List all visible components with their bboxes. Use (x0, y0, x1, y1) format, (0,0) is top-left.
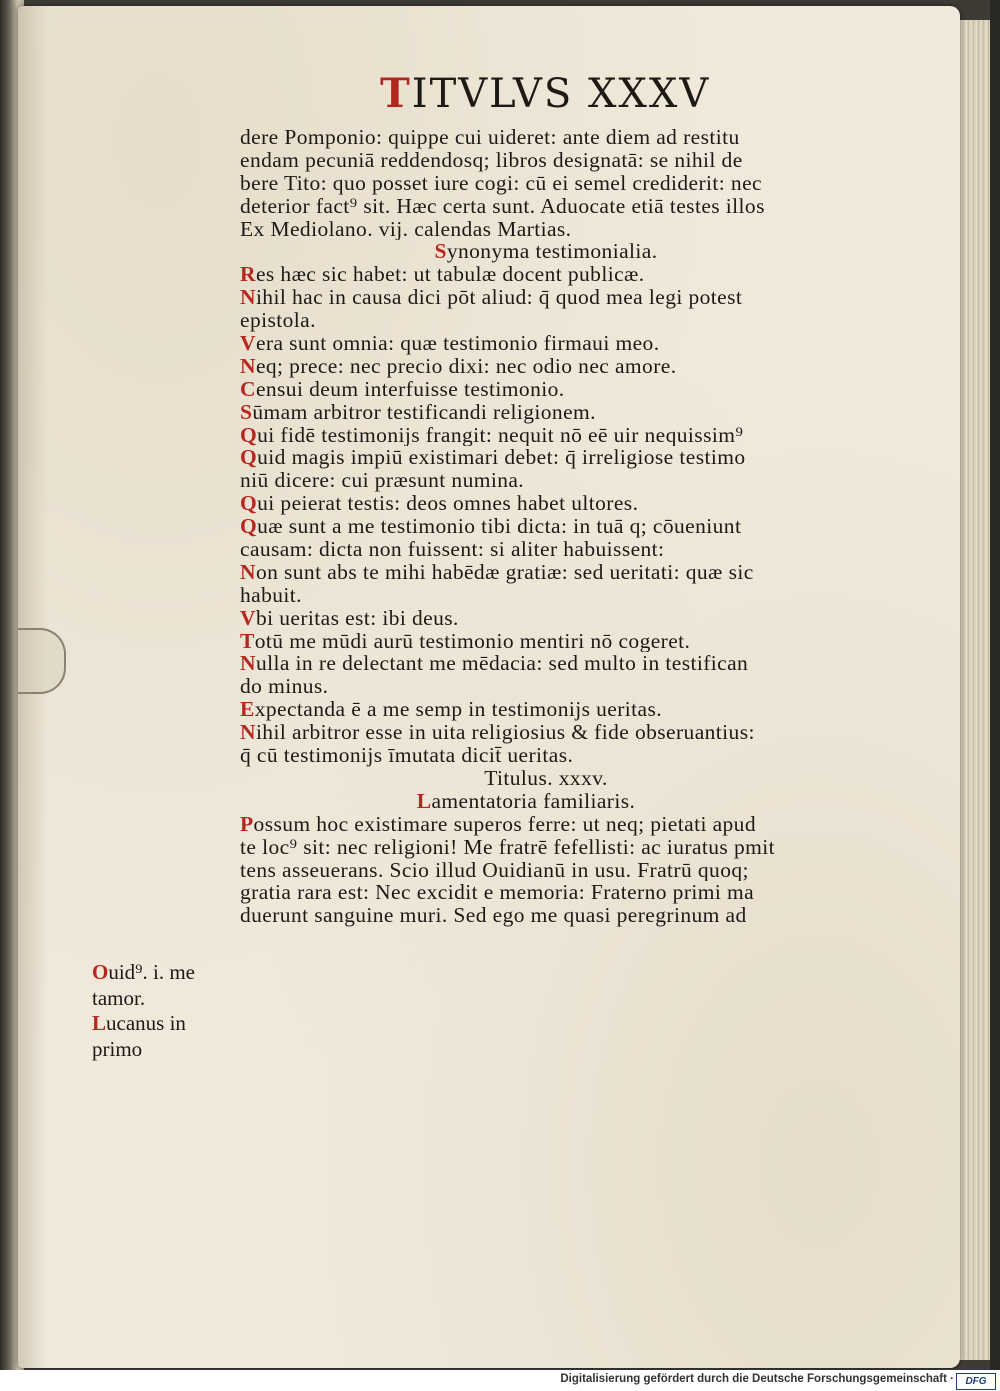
margin-note-line (92, 1011, 232, 1037)
rubricated-initial: P (240, 812, 254, 836)
text-line (240, 126, 852, 149)
rubricated-initial: L (92, 1011, 107, 1035)
margin-note-text: tamor. (92, 985, 146, 1010)
rubricated-initial: Q (240, 423, 258, 447)
line-text: ulla in re delectant me mēdacia: sed multo in testifican (255, 652, 749, 676)
text-line (240, 652, 852, 675)
line-text: xpectanda ē a me semp in testimonijs ueritas. (254, 698, 663, 722)
text-line (240, 744, 852, 767)
line-text: ui fidē testimonijs frangit: nequit nō eē uir nequissim⁹ (257, 423, 744, 447)
line-text: Ex Mediolano. vij. calendas Martias. (240, 217, 572, 241)
rubricated-initial: C (240, 377, 256, 401)
text-line (240, 904, 852, 927)
margin-note-text: ucanus in (106, 1011, 186, 1035)
line-text: ihil hac in causa dici pōt aliud: q̄ quod mea legi potest (255, 286, 743, 310)
line-text: causam: dicta non fuissent: si aliter habuissent: (240, 538, 665, 561)
text-line (240, 836, 852, 859)
text-line (240, 332, 852, 355)
line-text: dere Pomponio: quippe cui uideret: ante diem ad restitu (240, 126, 740, 149)
line-text: bi ueritas est: ibi deus. (255, 606, 459, 630)
line-text: ossum hoc existimare superos ferre: ut neq; pietati apud (253, 812, 756, 836)
running-title-initial: T (380, 70, 412, 117)
rubricated-initial: S (434, 240, 447, 264)
line-text: es hæc sic habet: ut tabulæ docent publicæ. (255, 263, 645, 287)
text-line (240, 767, 852, 790)
rubricated-initial: N (240, 652, 256, 676)
text-line (240, 675, 852, 698)
text-line (240, 309, 852, 332)
text-line (240, 492, 852, 515)
line-text: ensui deum interfuisse testimonio. (255, 377, 565, 401)
margin-notes (92, 960, 232, 1062)
text-line (240, 698, 852, 721)
line-text: eq; prece: nec precio dixi: nec odio nec amore. (255, 354, 677, 378)
margin-note-text: uid⁹. i. me (108, 960, 195, 984)
line-text: duerunt sanguine muri. Sed ego me quasi peregrinum ad (240, 904, 747, 928)
line-text: on sunt abs te mihi habēdæ gratiæ: sed ueritati: quæ sic (255, 560, 754, 584)
main-text-block (240, 126, 852, 927)
line-text: uæ sunt a me testimonio tibi dicta: in tuā q; cōueniunt (257, 515, 742, 539)
margin-note-text: primo (92, 1036, 143, 1061)
rubricated-initial: V (240, 332, 256, 355)
line-text: ūmam arbitror testificandi religionem. (252, 400, 596, 424)
text-line (240, 424, 852, 447)
line-text: uid magis impiū existimari debet: q̄ irreligiose testimo (257, 446, 746, 470)
rubricated-initial: N (240, 560, 256, 584)
text-line (240, 538, 852, 561)
book-cover-edge (990, 0, 1000, 1370)
rubricated-initial: Q (240, 492, 258, 516)
line-text: ynonyma testimonialia. (446, 240, 658, 264)
line-text: epistola. (240, 309, 316, 333)
rubricated-initial: N (240, 286, 256, 310)
text-line (240, 263, 852, 286)
line-text: Titulus. xxxv. (484, 766, 608, 790)
line-text: q̄ cū testimonijs īmutata dicit̄ ueritas. (240, 744, 574, 767)
line-text: habuit. (240, 583, 302, 607)
rubricated-initial: O (92, 960, 109, 984)
margin-note-line (92, 1037, 232, 1063)
text-line (240, 446, 852, 469)
line-text: tens asseuerans. Scio illud Ouidianū in usu. Fratrū quoq; (240, 858, 749, 882)
line-text: otū me mūdi aurū testimonio mentiri nō cogeret. (254, 629, 691, 653)
text-line (240, 195, 852, 218)
running-title-rest: ITVLVS XXXV (411, 71, 711, 117)
margin-note-line (92, 960, 232, 986)
text-line (240, 607, 852, 630)
line-text: bere Tito: quo posset iure cogi: cū ei semel crediderit: nec (240, 171, 762, 195)
rubricated-initial: T (240, 629, 255, 653)
footer-credit-text: Digitalisierung gefördert durch die Deutsche Forschungsgemeinschaft · (560, 1373, 954, 1385)
running-title (380, 70, 720, 118)
rubricated-initial: N (240, 354, 256, 378)
text-line (240, 355, 852, 378)
rubricated-initial: S (240, 400, 253, 424)
line-text: niū dicere: cui præsunt numina. (240, 469, 525, 493)
digitization-footer (0, 1370, 1000, 1391)
text-line (240, 790, 852, 813)
margin-note-line (92, 986, 232, 1012)
text-line (240, 469, 852, 492)
text-line (240, 721, 852, 744)
text-line (240, 859, 852, 882)
text-line (240, 584, 852, 607)
line-text: endam pecuniā reddendosq; libros designatā: se nihil de (240, 148, 743, 172)
line-text: gratia rara est: Nec excidit e memoria: Fraterno primi ma (240, 881, 755, 905)
line-text: amentatoria familiaris. (431, 789, 636, 813)
line-text: deterior fact⁹ sit. Hæc certa sunt. Aduocate etiā testes illos (240, 194, 765, 218)
line-text: ui peierat testis: deos omnes habet ultores. (257, 492, 639, 516)
text-line (240, 515, 852, 538)
rubricated-initial: V (240, 606, 256, 630)
text-line (240, 172, 852, 195)
rubricated-initial: L (416, 789, 432, 813)
text-line (240, 218, 852, 241)
line-text: do minus. (240, 675, 329, 699)
text-line (240, 813, 852, 836)
dfg-logo: DFG (956, 1373, 996, 1390)
line-text: era sunt omnia: quæ testimonio firmaui meo. (255, 332, 660, 355)
clasp-mark (18, 628, 66, 694)
text-line (240, 630, 852, 653)
rubricated-initial: Q (240, 515, 258, 539)
text-line (240, 378, 852, 401)
text-line (240, 240, 852, 263)
text-line (240, 881, 852, 904)
text-line (240, 561, 852, 584)
rubricated-initial: R (240, 263, 256, 287)
text-line (240, 149, 852, 172)
line-text: te loc⁹ sit: nec religioni! Me fratrē fefellisti: ac iuratus pmit (240, 835, 775, 859)
rubricated-initial: Q (240, 446, 258, 470)
text-line (240, 286, 852, 309)
line-text: ihil arbitror esse in uita religiosius & fide obseruantius: (255, 721, 755, 745)
rubricated-initial: N (240, 721, 256, 745)
rubricated-initial: E (240, 698, 255, 722)
text-line (240, 401, 852, 424)
